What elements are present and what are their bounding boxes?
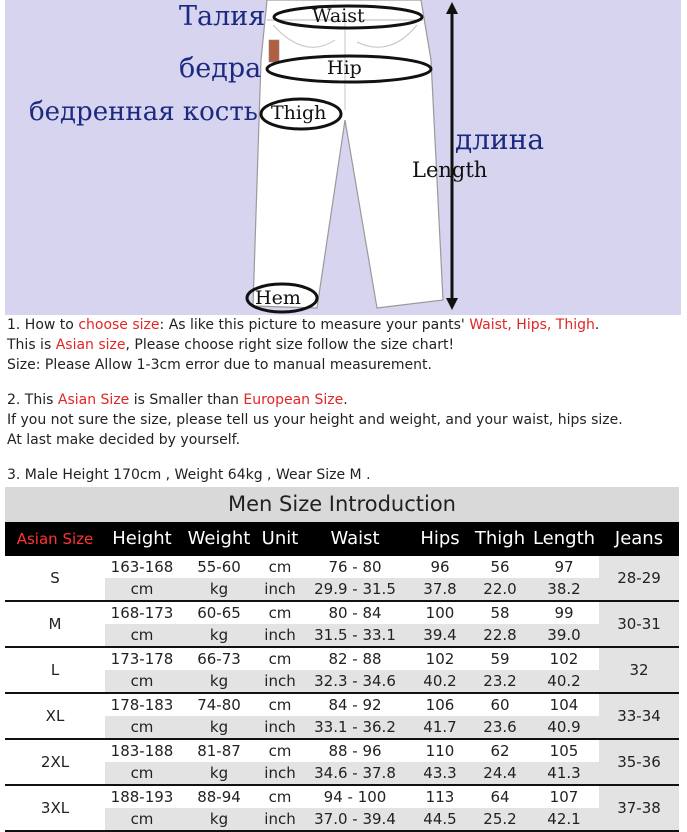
note-text: 1. How to bbox=[7, 317, 79, 333]
cell-w-unit: kg bbox=[209, 764, 229, 782]
cell-length-in: 40.9 bbox=[547, 718, 581, 736]
cell-length-in: 40.2 bbox=[547, 672, 581, 690]
cell-h-unit: cm bbox=[130, 580, 154, 598]
cell-size: 3XL bbox=[40, 799, 70, 817]
cell-thigh-in: 22.8 bbox=[483, 626, 517, 644]
cell-length-cm: 97 bbox=[554, 558, 574, 576]
header-thigh: Thigh bbox=[474, 528, 526, 549]
table-header-row bbox=[5, 522, 679, 556]
cell-h-unit: cm bbox=[130, 626, 154, 644]
cell-length-in: 38.2 bbox=[547, 580, 581, 598]
note-line-3: Size: Please Allow 1-3cm error due to manual measurement. bbox=[7, 357, 432, 373]
note-line-2 bbox=[7, 336, 454, 355]
header-weight: Weight bbox=[187, 528, 251, 549]
cell-jeans: 35-36 bbox=[617, 753, 661, 771]
note-highlight: Waist, Hips, Thigh bbox=[469, 317, 595, 333]
note-text: , Please choose right size follow the size chart! bbox=[125, 337, 455, 353]
cell-thigh-cm: 59 bbox=[490, 650, 510, 668]
cell-hips-in: 44.5 bbox=[423, 810, 457, 828]
cell-waist-cm: 84 - 92 bbox=[328, 696, 382, 714]
cell-length-cm: 107 bbox=[549, 788, 579, 806]
note-line-6: At last make decided by yourself. bbox=[7, 432, 241, 448]
cell-height: 188-193 bbox=[110, 788, 174, 806]
cell-w-unit: kg bbox=[209, 718, 229, 736]
cell-h-unit: cm bbox=[130, 764, 154, 782]
note-text: . bbox=[343, 392, 348, 408]
cell-jeans: 30-31 bbox=[617, 615, 661, 633]
header-jeans: Jeans bbox=[614, 528, 664, 549]
cell-weight: 60-65 bbox=[197, 604, 241, 622]
cell-size: 2XL bbox=[40, 753, 70, 771]
note-line-1 bbox=[7, 316, 599, 335]
cell-length-cm: 99 bbox=[554, 604, 574, 622]
note-highlight: European Size bbox=[243, 392, 344, 408]
label-length-ru: длина bbox=[455, 123, 545, 156]
header-height: Height bbox=[112, 528, 172, 549]
pants-measurement-figure bbox=[5, 0, 681, 315]
table-title: Men Size Introduction bbox=[5, 487, 679, 522]
cell-hips-cm: 100 bbox=[425, 604, 455, 622]
cell-hips-in: 40.2 bbox=[423, 672, 457, 690]
cell-jeans: 32 bbox=[629, 661, 649, 679]
cell-unit-a: cm bbox=[268, 650, 292, 668]
cell-weight: 66-73 bbox=[197, 650, 241, 668]
cell-unit-a: cm bbox=[268, 788, 292, 806]
cell-hips-in: 39.4 bbox=[423, 626, 457, 644]
label-hip-en: Hip bbox=[327, 57, 362, 79]
cell-w-unit: kg bbox=[209, 672, 229, 690]
note-text: This is bbox=[7, 337, 56, 353]
cell-jeans: 28-29 bbox=[617, 569, 661, 587]
cell-thigh-cm: 58 bbox=[490, 604, 510, 622]
label-waist-ru: Талия bbox=[179, 1, 266, 32]
cell-thigh-cm: 60 bbox=[490, 696, 510, 714]
cell-thigh-cm: 56 bbox=[490, 558, 510, 576]
cell-weight: 74-80 bbox=[197, 696, 241, 714]
cell-unit-a: cm bbox=[268, 696, 292, 714]
cell-unit-b: inch bbox=[264, 672, 296, 690]
cell-thigh-in: 25.2 bbox=[483, 810, 517, 828]
cell-unit-b: inch bbox=[264, 626, 296, 644]
note-line-7: 3. Male Height 170cm , Weight 64kg , Wear Size M . bbox=[7, 467, 371, 483]
cell-waist-cm: 82 - 88 bbox=[328, 650, 382, 668]
cell-jeans: 33-34 bbox=[617, 707, 661, 725]
cell-hips-cm: 102 bbox=[425, 650, 455, 668]
cell-hips-cm: 110 bbox=[425, 742, 455, 760]
cell-hips-cm: 96 bbox=[430, 558, 450, 576]
label-waist-en: Waist bbox=[312, 5, 365, 27]
label-thigh-ru: бедренная кость bbox=[29, 97, 258, 127]
cell-height: 178-183 bbox=[110, 696, 174, 714]
cell-w-unit: kg bbox=[209, 810, 229, 828]
cell-waist-in: 33.1 - 36.2 bbox=[314, 718, 396, 736]
cell-thigh-cm: 64 bbox=[490, 788, 510, 806]
cell-waist-in: 34.6 - 37.8 bbox=[314, 764, 396, 782]
note-highlight: Asian size bbox=[55, 337, 126, 353]
cell-waist-in: 37.0 - 39.4 bbox=[314, 810, 396, 828]
cell-unit-a: cm bbox=[268, 742, 292, 760]
table-row bbox=[5, 786, 679, 832]
cell-thigh-in: 23.2 bbox=[483, 672, 517, 690]
cell-length-in: 41.3 bbox=[547, 764, 581, 782]
cell-length-cm: 105 bbox=[549, 742, 579, 760]
header-asian-size: Asian Size bbox=[16, 530, 94, 548]
cell-hips-in: 37.8 bbox=[423, 580, 457, 598]
cell-w-unit: kg bbox=[209, 626, 229, 644]
cell-thigh-in: 23.6 bbox=[483, 718, 517, 736]
cell-size: XL bbox=[45, 707, 65, 725]
cell-waist-cm: 76 - 80 bbox=[328, 558, 382, 576]
cell-waist-in: 32.3 - 34.6 bbox=[314, 672, 396, 690]
cell-thigh-in: 22.0 bbox=[483, 580, 517, 598]
cell-length-cm: 102 bbox=[549, 650, 579, 668]
cell-length-cm: 104 bbox=[549, 696, 579, 714]
cell-unit-a: cm bbox=[268, 558, 292, 576]
cell-unit-a: cm bbox=[268, 604, 292, 622]
cell-h-unit: cm bbox=[130, 810, 154, 828]
cell-hips-cm: 106 bbox=[425, 696, 455, 714]
cell-jeans: 37-38 bbox=[617, 799, 661, 817]
cell-thigh-cm: 62 bbox=[490, 742, 510, 760]
note-line-5: If you not sure the size, please tell us your height and weight, and your waist, hips size. bbox=[7, 412, 623, 428]
header-waist: Waist bbox=[330, 528, 380, 549]
note-text: : As like this picture to measure your pants' bbox=[159, 317, 470, 333]
cell-size: M bbox=[48, 615, 62, 633]
table-row bbox=[5, 694, 679, 740]
cell-unit-b: inch bbox=[264, 718, 296, 736]
cell-weight: 88-94 bbox=[197, 788, 241, 806]
label-length-en: Length bbox=[412, 158, 488, 182]
note-highlight: Asian Size bbox=[57, 392, 130, 408]
note-text: is Smaller than bbox=[129, 392, 244, 408]
note-text: . bbox=[594, 317, 600, 333]
cell-hips-in: 43.3 bbox=[423, 764, 457, 782]
size-chart-table bbox=[5, 487, 679, 832]
table-row bbox=[5, 648, 679, 694]
label-thigh-en: Thigh bbox=[271, 102, 327, 124]
cell-hips-cm: 113 bbox=[425, 788, 455, 806]
table-body bbox=[5, 556, 679, 832]
header-length: Length bbox=[532, 528, 596, 549]
cell-waist-cm: 94 - 100 bbox=[323, 788, 387, 806]
table-row bbox=[5, 740, 679, 786]
cell-height: 163-168 bbox=[110, 558, 174, 576]
cell-h-unit: cm bbox=[130, 718, 154, 736]
label-hem-en: Hem bbox=[255, 287, 301, 309]
label-hips-ru: бедра bbox=[179, 53, 262, 84]
cell-waist-in: 29.9 - 31.5 bbox=[314, 580, 396, 598]
cell-weight: 81-87 bbox=[197, 742, 241, 760]
table-row bbox=[5, 602, 679, 648]
cell-length-in: 42.1 bbox=[547, 810, 581, 828]
cell-unit-b: inch bbox=[264, 580, 296, 598]
cell-unit-b: inch bbox=[264, 764, 296, 782]
note-line-4 bbox=[7, 391, 348, 410]
cell-hips-in: 41.7 bbox=[423, 718, 457, 736]
cell-waist-cm: 88 - 96 bbox=[328, 742, 382, 760]
cell-h-unit: cm bbox=[130, 672, 154, 690]
cell-height: 183-188 bbox=[110, 742, 174, 760]
pants-illustration bbox=[5, 0, 681, 315]
note-highlight: choose size bbox=[78, 317, 160, 333]
cell-height: 173-178 bbox=[110, 650, 174, 668]
cell-weight: 55-60 bbox=[197, 558, 241, 576]
cell-w-unit: kg bbox=[209, 580, 229, 598]
cell-size: L bbox=[50, 661, 60, 679]
header-hips: Hips bbox=[420, 528, 460, 549]
cell-thigh-in: 24.4 bbox=[483, 764, 517, 782]
cell-height: 168-173 bbox=[110, 604, 174, 622]
note-text: 2. This bbox=[7, 392, 58, 408]
cell-length-in: 39.0 bbox=[547, 626, 581, 644]
cell-unit-b: inch bbox=[264, 810, 296, 828]
cell-waist-in: 31.5 - 33.1 bbox=[314, 626, 396, 644]
cell-waist-cm: 80 - 84 bbox=[328, 604, 382, 622]
header-unit: Unit bbox=[261, 528, 299, 549]
table-row bbox=[5, 556, 679, 602]
cell-size: S bbox=[50, 569, 60, 587]
